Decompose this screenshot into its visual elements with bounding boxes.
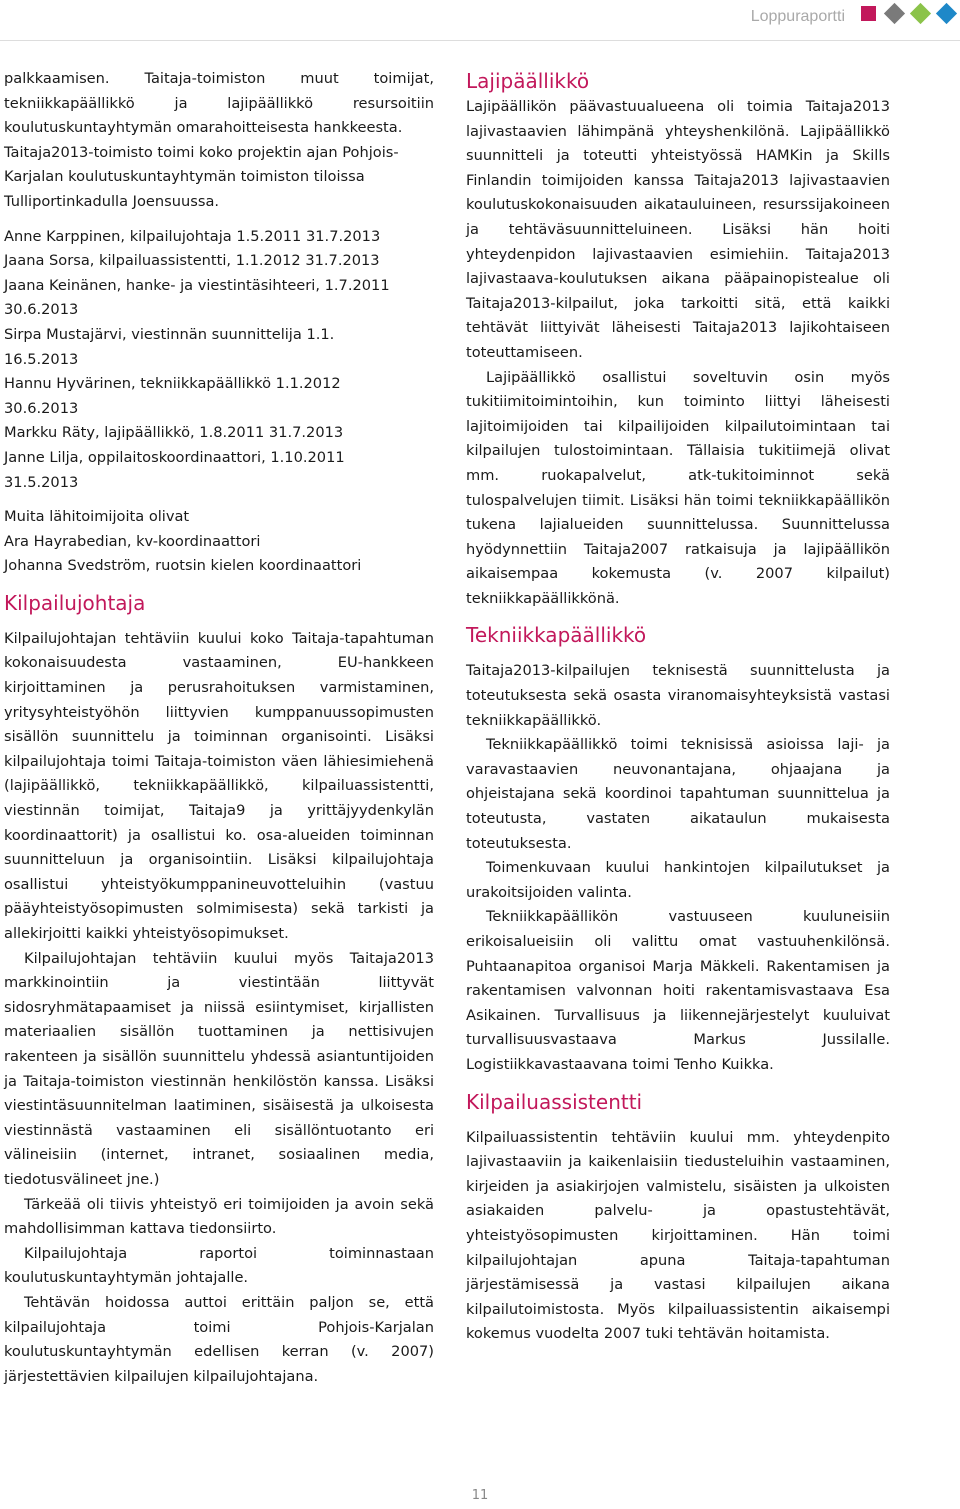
body-paragraph: Tehtävän hoidossa auttoi erittäin paljon se, että kilpailujohtaja toimi Pohjois-Karjalan koulutuskuntayhtymän edellisen kerran (v. 2007) järjestettävien kilpailujen kilpailujohtajana. xyxy=(4,1293,434,1385)
other-contact: Johanna Svedström, ruotsin kielen koordinaattori xyxy=(4,557,362,575)
other-contact: Ara Hayrabedian, kv-koordinaattori xyxy=(4,532,261,550)
staff-entry: Jaana Sorsa, kilpailuassistentti, 1.1.2012 31.7.2013 xyxy=(4,252,380,270)
section-heading-lajipaallikko: Lajipäällikkö xyxy=(466,69,590,93)
body-paragraph: Lajipäällikön päävastuualueena oli toimia Taitaja2013 lajivastaavien lähimpänä yhteyshenkilönä. Lajipäällikkö suunnitteli ja toteutti yhteistyössä HAMKin ja Skills Finlandin toimijoiden kanssa Taitaja2013 lajivastaavien koulutuskokonaisuuden aikatauluineen, resurssijakoineen ja tehtäväsuunnitteluineen. Lisäksi hän hoiti yhteydenpidon lajivastaavien esimiehiin. Taitaja2013 lajivastaava-koulutuksen aikana pääpainopistealue oli Taitaja2013-kilpailut, joka tarkoitti sitä, että kaikki tehtävät liittyivät läheisesti Taitaja2013 lajikohtaiseen toteuttamiseen. xyxy=(466,98,890,361)
other-contacts xyxy=(4,505,434,579)
body-paragraph: Taitaja2013-kilpailujen teknisestä suunnittelusta ja toteutuksesta sekä osasta viranomaisyhteyksistä vastasi tekniikkapäällikkö. xyxy=(466,662,890,729)
gray-diamond-icon xyxy=(884,3,905,24)
staff-list xyxy=(4,225,434,496)
body-paragraph: Kilpailujohtajan tehtäviin kuului koko Taitaja-tapahtuman kokonaisuudesta vastaaminen, EU-hankkeen kirjoittaminen ja perusrahoituksen varmistaminen, yritysyhteistyöhön liittyvien kumppanuussopimusten sisällön suunnittelu ja toiminnan organisointi. Lisäksi kilpailujohtaja toimi Taitaja-toimiston väen lähiesimiehenä (lajipäällikkö, tekniikkapäällikkö, kilpailuassistentti, viestinnän toimijat, Taitaja9 ja yrittäjyydenkylän koordinaattorit) ja osallistui ko. osa-alueiden toiminnan suunnitteluun ja organisointiin. Lisäksi kilpailujohtaja osallistui yhteistyökumppanineuvotteluihin (vastuu pääyhteistyösopimusten solmimisesta) sekä tarkisti ja allekirjoitti kaikki yhteistyösopimukset. xyxy=(4,629,434,942)
other-contacts-title: Muita lähitoimijoita olivat xyxy=(4,508,190,526)
green-diamond-icon xyxy=(910,3,931,24)
staff-entry: Hannu Hyvärinen, tekniikkapäällikkö 1.1.2012 30.6.2013 xyxy=(4,375,341,417)
header-title: Loppuraportti xyxy=(750,8,845,25)
staff-entry: Anne Karppinen, kilpailujohtaja 1.5.2011 31.7.2013 xyxy=(4,227,381,245)
body-paragraph: Tekniikkapäällikkö toimi teknisissä asioissa laji- ja varavastaavien neuvonantajana, ohjaajana ja ohjeistajana sekä koordinoi tapahtuman suunnittelua ja toteutusta, vastaten aikataulun mukaisesta toteutuksesta. xyxy=(466,736,890,852)
right-column xyxy=(466,67,890,1347)
body-paragraph: Kilpailujohtaja raportoi toiminnastaan koulutuskuntayhtymän johtajalle. xyxy=(4,1244,434,1287)
left-column xyxy=(4,67,434,1389)
body-paragraph: Toimenkuvaan kuului hankintojen kilpailutukset ja urakoitsijoiden valinta. xyxy=(466,859,890,901)
section-heading-kilpailuassistentti: Kilpailuassistentti xyxy=(466,1089,643,1114)
magenta-square-icon xyxy=(861,6,876,21)
header-divider xyxy=(0,40,960,41)
body-paragraph: Lajipäällikkö osallistui soveltuvin osin myös tukitiimitoimintoihin, kun toiminto liittyi läheisesti lajitoimijoiden tai kilpailijoiden kilpailutoimintaan tai kilpailujen tulostoimintaan. Tällaisia tukitiimejä olivat mm. ruokapalvelut, atk-tukitoiminnot sekä tulospalvelujen tiimit. Lisäksi hän toimi tekniikkapäällikön tukena lajialueiden suunnittelussa. Suunnittelussa hyödynnettiin Taitaja2007 ratkaisuja ja lajipäällikön aikaisempaa kokemusta (v. 2007 kilpailut) tekniikkapäällikkönä. xyxy=(466,368,890,607)
page-number: 11 xyxy=(471,1488,489,1503)
staff-entry: Janne Lilja, oppilaitoskoordinaattori, 1.10.2011 31.5.2013 xyxy=(4,448,345,491)
staff-entry: Sirpa Mustajärvi, viestinnän suunnittelija 1.1. 16.5.2013 xyxy=(4,325,335,368)
page-header xyxy=(660,0,960,30)
body-paragraph: Tärkeää oli tiivis yhteistyö eri toimijoiden ja avoin sekä mahdollisimman kattava tiedonsiirto. xyxy=(4,1195,434,1238)
body-paragraph: Tekniikkapäällikön vastuuseen kuuluneisiin erikoisalueisiin oli valittu omat vastuuhenkilönsä. Puhtaanapitoa organisoi Marja Mäkkeli. Rakentamisen ja rakentamisen valvonnan hoiti rakentamisvastaava Esa Asikainen. Turvallisuus ja liikennejärjestelyt kuuluivat turvallisuusvastaava Markus Jussilalle. Logistiikkavastaavana toimi Tenho Kuikka. xyxy=(466,908,890,1073)
intro-paragraph: Taitaja2013-toimisto toimi koko projektin ajan Pohjois-Karjalan koulutuskuntayhtymän toimiston tiloissa Tulliportinkadulla Joensuussa. xyxy=(4,143,399,210)
body-paragraph: Kilpailujohtajan tehtäviin kuului myös Taitaja2013 markkinointiin ja viestintään liittyvät sidosryhmätapaamiset ja niissä esiintymiset, kirjallisten materiaalien sisällön tuottaminen ja nettisivujen rakenteen ja sisällön suunnittelu yhdessä asiantuntijoiden ja Taitaja-toimiston viestinnän henkilöstön kanssa. Lisäksi viestintäsuunnitelman laatiminen, sisäisestä ja ulkoisesta viestinnästä vastaaminen eli sisällöntuotanto eri välineisiin (internet, intranet, sosiaalinen media, tiedotusvälineet jne.) xyxy=(4,949,434,1188)
staff-entry: Jaana Keinänen, hanke- ja viestintäsihteeri, 1.7.2011 30.6.2013 xyxy=(4,276,390,319)
intro-paragraph: palkkaamisen. Taitaja-toimiston muut toimijat, tekniikkapäällikkö ja lajipäällikkö resursoitiin koulutuskuntayhtymän omarahoitteisesta hankkeesta. xyxy=(4,70,434,137)
blue-diamond-icon xyxy=(936,3,957,24)
staff-entry: Markku Räty, lajipäällikkö, 1.8.2011 31.7.2013 xyxy=(4,424,344,442)
section-heading-kilpailujohtaja: Kilpailujohtaja xyxy=(4,590,146,615)
section-heading-tekniikkapaallikko: Tekniikkapäällikkö xyxy=(466,623,647,648)
body-paragraph: Kilpailuassistentin tehtäviin kuului mm. yhteydenpito lajivastaaviin ja kaikenlaisiin tiedusteluihin vastaaminen, kirjeiden ja asiakirjojen valmistelu, sisäisten ja ulkoisten asiakaiden palvelu- ja opastustehtävät, yhteistyösopimusten kirjoittaminen. Hän toimi kilpailujohtajan apuna Taitaja-tapahtuman järjestämisessä ja vastasi kilpailujen aikana kilpailutoimistosta. Myös kilpailuassistentin aikaisempi kokemus vuodelta 2007 tuki tehtävän hoitamista. xyxy=(466,1128,890,1343)
